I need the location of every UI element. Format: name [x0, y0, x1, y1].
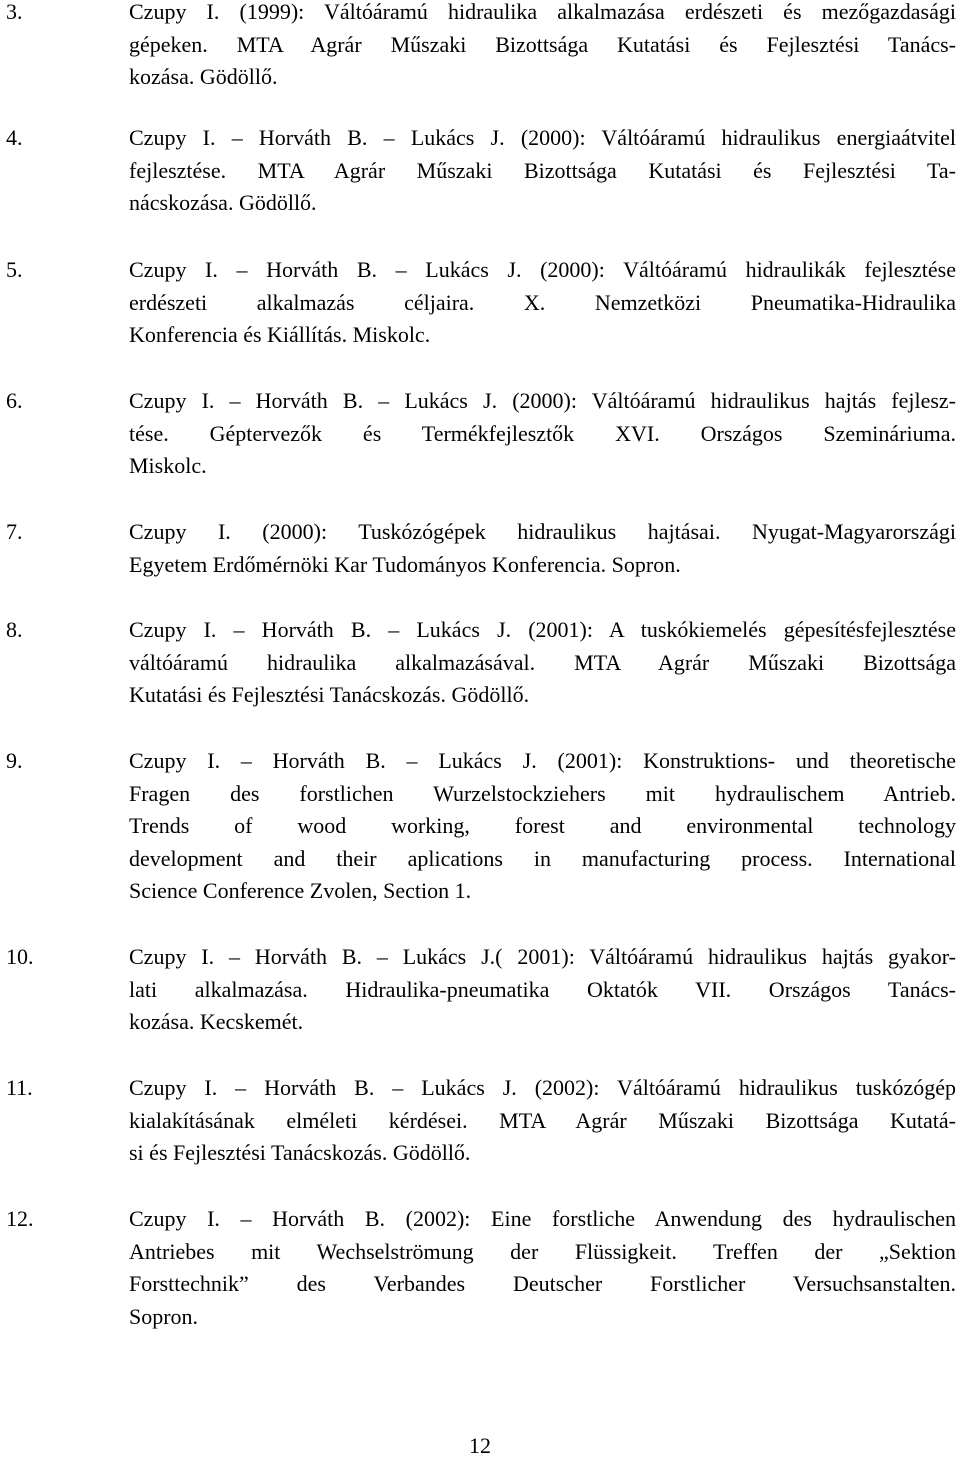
reference-item: [0, 614, 960, 712]
reference-item: [0, 745, 960, 908]
reference-line: Czupy I. – Horváth B. – Lukács J.( 2001): Váltóáramú hidraulikus hajtás gyakor-: [129, 944, 956, 969]
reference-line: fejlesztése. MTA Agrár Műszaki Bizottsága Kutatási és Fejlesztési Ta-: [129, 157, 956, 183]
reference-line: Czupy I. – Horváth B. – Lukács J. (2001): A tuskókiemelés gépesítésfejlesztése: [129, 617, 956, 642]
reference-line: Czupy I. (1999): Váltóáramú hidraulika alkalmazása erdészeti és mezőgazdasági: [129, 0, 956, 24]
reference-number: 8.: [6, 617, 23, 642]
reference-item: [0, 1072, 960, 1170]
reference-line: kozása. Gödöllő.: [129, 64, 278, 89]
reference-line: gépeken. MTA Agrár Műszaki Bizottsága Kutatási és Fejlesztési Tanács-: [129, 31, 956, 57]
reference-line: váltóáramú hidraulika alkalmazásával. MTA Agrár Műszaki Bizottsága: [129, 649, 956, 675]
reference-number: 9.: [6, 748, 23, 773]
reference-line: nácskozása. Gödöllő.: [129, 190, 317, 215]
reference-line: Fragen des forstlichen Wurzelstockziehers mit hydraulischem Antrieb.: [129, 780, 956, 806]
reference-line: Kutatási és Fejlesztési Tanácskozás. Gödöllő.: [129, 682, 530, 707]
reference-line: Forsttechnik” des Verbandes Deutscher Forstlicher Versuchsanstalten.: [129, 1271, 956, 1296]
reference-line: kozása. Kecskemét.: [129, 1009, 304, 1034]
reference-line: kialakításának elméleti kérdései. MTA Agrár Műszaki Bizottsága Kutatá-: [129, 1107, 956, 1133]
reference-line: Czupy I. – Horváth B. (2002): Eine forstliche Anwendung des hydraulischen: [129, 1206, 956, 1231]
reference-number: 3.: [6, 0, 23, 24]
reference-line: Konferencia és Kiállítás. Miskolc.: [129, 322, 431, 347]
reference-number: 5.: [6, 257, 23, 282]
reference-line: tése. Géptervezők és Termékfejlesztők XVI. Országos Szemináriuma.: [129, 420, 956, 446]
reference-number: 4.: [6, 125, 23, 150]
reference-line: Czupy I. – Horváth B. – Lukács J. (2000): Váltóáramú hidraulikák fejlesztése: [129, 257, 956, 282]
reference-line: Miskolc.: [129, 453, 207, 478]
reference-item: [0, 122, 960, 220]
reference-line: lati alkalmazása. Hidraulika-pneumatika Oktatók VII. Országos Tanács-: [129, 976, 956, 1002]
reference-number: 6.: [6, 388, 23, 413]
reference-item: [0, 1203, 960, 1333]
reference-item: [0, 254, 960, 352]
reference-line: Czupy I. – Horváth B. – Lukács J. (2001): Konstruktions- und theoretische: [129, 748, 956, 773]
reference-item: [0, 385, 960, 483]
reference-line: Science Conference Zvolen, Section 1.: [129, 878, 472, 903]
reference-line: Czupy I. – Horváth B. – Lukács J. (2000): Váltóáramú hidraulikus hajtás fejlesz-: [129, 388, 956, 413]
reference-number: 12.: [6, 1206, 34, 1231]
reference-line: Czupy I. – Horváth B. – Lukács J. (2002): Váltóáramú hidraulikus tuskózógép: [129, 1075, 956, 1100]
reference-number: 7.: [6, 519, 23, 544]
page-number: 12: [469, 1433, 491, 1458]
reference-number: 10.: [6, 944, 34, 969]
reference-line: Sopron.: [129, 1303, 199, 1329]
reference-line: development and their aplications in manufacturing process. International: [129, 845, 956, 871]
reference-line: Antriebes mit Wechselströmung der Flüssigkeit. Treffen der „Sektion: [129, 1238, 956, 1264]
reference-line: Czupy I. (2000): Tuskózógépek hidraulikus hajtásai. Nyugat-Magyarországi: [129, 519, 956, 544]
reference-item: [0, 941, 960, 1039]
reference-line: Egyetem Erdőmérnöki Kar Tudományos Konferencia. Sopron.: [129, 551, 681, 577]
reference-line: si és Fejlesztési Tanácskozás. Gödöllő.: [129, 1140, 471, 1165]
reference-number: 11.: [6, 1075, 33, 1100]
reference-line: Czupy I. – Horváth B. – Lukács J. (2000): Váltóáramú hidraulikus energiaátvitel: [129, 125, 956, 150]
reference-line: erdészeti alkalmazás céljaira. X. Nemzetközi Pneumatika-Hidraulika: [129, 289, 956, 315]
reference-item: [0, 0, 960, 94]
reference-line: Trends of wood working, forest and environmental technology: [129, 813, 956, 838]
reference-item: [0, 516, 960, 581]
